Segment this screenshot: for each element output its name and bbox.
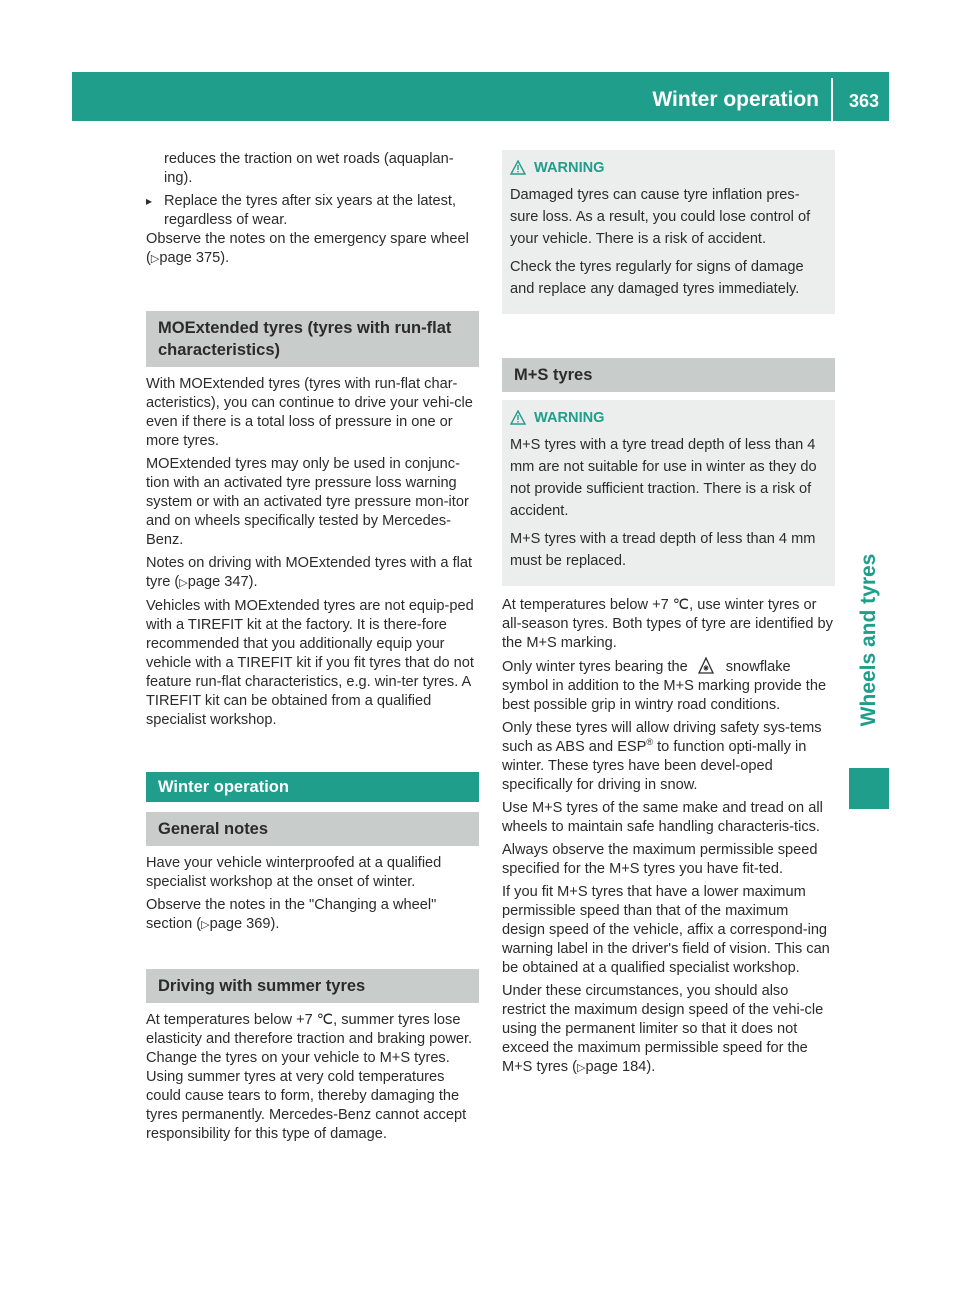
ms-p7-prefix: Under these circumstances, you should also restrict the maximum design speed of the vehi-cle using the permanent limiter so that it does not exceed the maximum permissible speed for the M+S tyres ( bbox=[502, 983, 824, 1075]
snowflake-mountain-icon bbox=[698, 657, 714, 675]
header-divider bbox=[831, 78, 833, 121]
page-ref-369[interactable]: page 369 bbox=[209, 916, 271, 932]
ms-p7-suffix: ). bbox=[646, 1059, 656, 1075]
moe-p3-suffix: ). bbox=[248, 574, 258, 590]
warning-label: WARNING bbox=[534, 160, 605, 176]
side-section-tab[interactable] bbox=[849, 553, 889, 727]
page-ref-184[interactable]: page 184 bbox=[585, 1059, 647, 1075]
moe-p3-prefix: Notes on driving with MOExtended tyres with a flat tyre ( bbox=[146, 555, 473, 590]
warning-box-ms-tyres bbox=[502, 400, 835, 586]
warning-1-paragraph-2: Check the tyres regularly for signs of damage and replace any damaged tyres immediately. bbox=[510, 259, 804, 297]
ms-paragraph-3 bbox=[502, 719, 835, 795]
triangle-right-icon: ▷ bbox=[150, 253, 160, 265]
winter-operation-heading: Winter operation bbox=[146, 772, 479, 802]
triangle-right-icon: ▷ bbox=[201, 919, 210, 931]
registered-mark: ® bbox=[646, 737, 654, 748]
spare-note-suffix: ). bbox=[220, 250, 230, 266]
warning-header bbox=[510, 408, 827, 428]
moe-paragraph-2: MOExtended tyres may only be used in conjunc-tion with an activated tyre pressure loss warning system or with an activated tyre pressure mon-itor and on wheels specifically tested by Mercedes-Benz. bbox=[146, 456, 469, 548]
spare-note-prefix: Observe the notes on the emergency spare wheel ( bbox=[146, 231, 469, 266]
page-ref-347[interactable]: page 347 bbox=[187, 574, 249, 590]
general-notes-heading: General notes bbox=[146, 812, 479, 846]
summer-tyres-heading: Driving with summer tyres bbox=[146, 969, 479, 1003]
ms-tyres-heading: M+S tyres bbox=[502, 358, 835, 392]
header-title: Winter operation bbox=[652, 88, 819, 111]
ms-paragraph-6: If you fit M+S tyres that have a lower maximum permissible speed than that of the maximum design speed of the vehicle, affix a correspond-ing warning label in the driver's field of vision. This can be obtained at a qualified specialist workshop. bbox=[502, 884, 830, 976]
general-paragraph-2 bbox=[146, 896, 479, 935]
ms-paragraph-4: Use M+S tyres of the same make and tread on all wheels to maintain safe handling characteris-tics. bbox=[502, 800, 823, 835]
intro-continuation: reduces the traction on wet roads (aquaplan-ing). bbox=[164, 151, 454, 186]
page-number: 363 bbox=[848, 91, 879, 111]
moe-paragraph-4: Vehicles with MOExtended tyres are not equip-ped with a TIREFIT kit at the factory. It is there-fore recommended that you additionally equip your vehicle with a TIREFIT kit if you fit tyres that do not feature run-flat characteristics, e.g. win-ter tyres. A TIREFIT kit can be obtained from a qualified specialist workshop. bbox=[146, 598, 474, 728]
ms-p2-prefix: Only winter tyres bearing the bbox=[502, 659, 688, 675]
moextended-heading: MOExtended tyres (tyres with run-flat characteristics) bbox=[146, 311, 479, 367]
warning-2-paragraph-2: M+S tyres with a tread depth of less than 4 mm must be replaced. bbox=[510, 531, 816, 569]
right-column bbox=[502, 150, 835, 1082]
ms-paragraph-2 bbox=[502, 657, 835, 715]
left-column bbox=[146, 150, 479, 1148]
ms-paragraph-5: Always observe the maximum permissible speed specified for the M+S tyres you have fit-ted. bbox=[502, 842, 818, 877]
general-paragraph-1: Have your vehicle winterproofed at a qualified specialist workshop at the onset of winter. bbox=[146, 855, 442, 890]
side-marker-block bbox=[849, 768, 889, 809]
warning-box-damaged-tyres bbox=[502, 150, 835, 314]
moe-paragraph-3 bbox=[146, 554, 479, 593]
ms-p2-suffix: snowflake symbol in addition to the M+S marking provide the best possible grip in wintry road conditions. bbox=[502, 659, 827, 713]
warning-header bbox=[510, 158, 827, 178]
warning-2-paragraph-1: M+S tyres with a tyre tread depth of less than 4 mm are not suitable for use in winter as they do not provide sufficient traction. There is a risk of accident. bbox=[510, 437, 817, 519]
triangle-right-icon: ▷ bbox=[577, 1062, 586, 1074]
side-tab-label: Wheels and tyres bbox=[857, 553, 880, 727]
moe-paragraph-1: With MOExtended tyres (tyres with run-flat char-acteristics), you can continue to drive your vehi-cle even if there is a total loss of pressure in one or more tyres. bbox=[146, 376, 473, 449]
warning-triangle-icon bbox=[510, 410, 526, 425]
triangle-right-icon: ▷ bbox=[179, 577, 188, 589]
page-ref-375[interactable]: page 375 bbox=[159, 250, 221, 266]
ms-paragraph-1: At temperatures below +7 ℃, use winter tyres or all-season tyres. Both types of tyre are identified by the M+S marking. bbox=[502, 597, 833, 651]
warning-triangle-icon bbox=[510, 160, 526, 175]
ms-paragraph-7 bbox=[502, 982, 835, 1078]
summer-paragraph-1: At temperatures below +7 ℃, summer tyres lose elasticity and therefore traction and braking power. Change the tyres on your vehicle to M+S tyres. Using summer tyres at very cold temperatures could cause tears to form, thereby damaging the tyres permanently. Mercedes-Benz cannot accept responsibility for this type of damage. bbox=[146, 1012, 473, 1142]
warning-label: WARNING bbox=[534, 410, 605, 426]
general-p2-suffix: ). bbox=[270, 916, 280, 932]
spare-wheel-note bbox=[146, 230, 479, 269]
warning-1-paragraph-1: Damaged tyres can cause tyre inflation pres-sure loss. As a result, you could lose control of your vehicle. There is a risk of accident. bbox=[510, 187, 811, 247]
page-header bbox=[72, 72, 889, 121]
ms-p3-suffix: to function opti-mally in winter. These tyres have been devel-oped specifically for driving in snow. bbox=[502, 739, 807, 793]
bullet-replace-tyres: ▸ Replace the tyres after six years at the latest, regardless of wear. bbox=[146, 192, 479, 230]
ms-p3-prefix: Only these tyres will allow driving safety sys-tems such as ABS and ESP bbox=[502, 720, 822, 755]
general-p2-prefix: Observe the notes in the "Changing a wheel" section ( bbox=[146, 897, 437, 932]
